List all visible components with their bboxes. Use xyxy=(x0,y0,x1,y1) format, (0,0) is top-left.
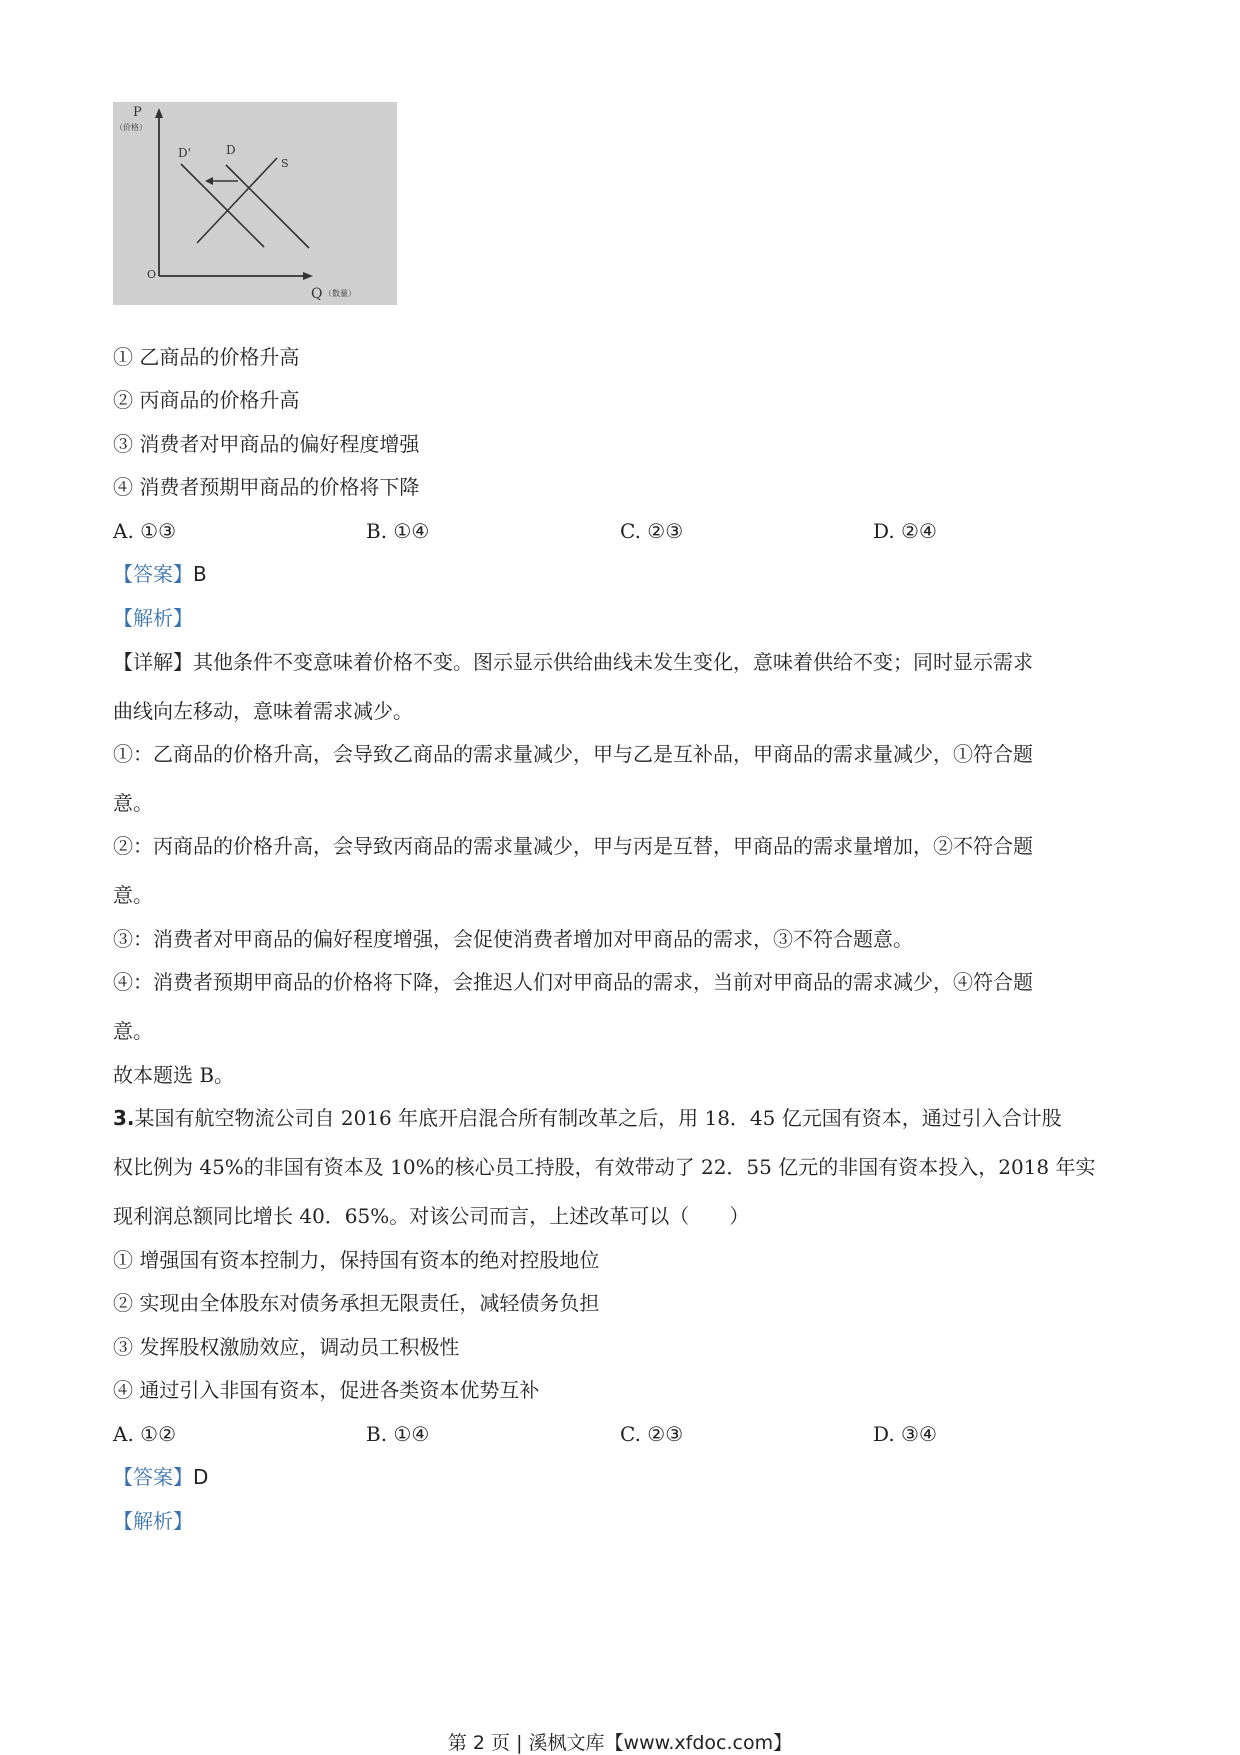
q3-option-a: A. ①② xyxy=(113,1422,177,1446)
q3-answer-row xyxy=(113,1463,208,1491)
q2-analysis-label: 【解析】 xyxy=(113,606,193,630)
q2-item-3: ③ 消费者对甲商品的偏好程度增强 xyxy=(113,432,420,456)
q2-option-b: B. ①④ xyxy=(366,519,430,543)
q2-answer-value: B xyxy=(193,562,207,586)
q2-detail-line-9: 意。 xyxy=(113,1019,153,1043)
q2-detail-line-5: ②：丙商品的价格升高，会导致丙商品的需求量减少，甲与丙是互替，甲商品的需求量增加，②不符合题 xyxy=(113,834,1033,858)
q2-detail-label: 【详解】 xyxy=(113,650,193,674)
q2-detail-text-1: 其他条件不变意味着价格不变。图示显示供给曲线未发生变化，意味着供给不变；同时显示需求 xyxy=(193,650,1033,674)
q2-item-4: ④ 消费者预期甲商品的价格将下降 xyxy=(113,475,420,499)
q2-detail-line-1 xyxy=(113,648,1033,676)
q2-detail-line-2: 曲线向左移动，意味着需求减少。 xyxy=(113,699,413,723)
q3-analysis-label: 【解析】 xyxy=(113,1509,193,1533)
curve-d-prime-line xyxy=(181,164,264,247)
q2-detail-line-4: 意。 xyxy=(113,791,153,815)
shift-arrow-head xyxy=(205,177,213,185)
q2-answer-label: 【答案】 xyxy=(113,562,193,586)
q2-option-a: A. ①③ xyxy=(113,519,177,543)
q3-analysis-row xyxy=(113,1507,193,1535)
x-axis-arrow xyxy=(303,272,313,280)
q3-answer-value: D xyxy=(193,1465,209,1489)
x-axis-unit: （数量） xyxy=(324,289,356,298)
q3-number: 3. xyxy=(113,1106,135,1130)
q2-detail-line-6: 意。 xyxy=(113,883,153,907)
q3-stem-line-3: 现利润总额同比增长 40．65%。对该公司而言，上述改革可以（ ） xyxy=(113,1204,750,1228)
q3-item-1: ① 增强国有资本控制力，保持国有资本的绝对控股地位 xyxy=(113,1248,600,1272)
q2-item-1: ① 乙商品的价格升高 xyxy=(113,345,300,369)
q2-analysis-row xyxy=(113,604,193,632)
q2-detail-line-10: 故本题选 B。 xyxy=(113,1063,235,1087)
q3-option-d: D. ③④ xyxy=(873,1422,937,1446)
x-axis-label: Q xyxy=(311,286,323,302)
q2-detail-line-8: ④：消费者预期甲商品的价格将下降，会推迟人们对甲商品的需求，当前对甲商品的需求减少，④符合题 xyxy=(113,970,1033,994)
y-axis-arrow xyxy=(155,108,163,118)
q3-item-4: ④ 通过引入非国有资本，促进各类资本优势互补 xyxy=(113,1378,540,1402)
curve-d-line xyxy=(226,165,309,248)
q3-item-3: ③ 发挥股权激励效应，调动员工积极性 xyxy=(113,1335,460,1359)
q2-option-c: C. ②③ xyxy=(620,519,684,543)
q2-item-2: ② 丙商品的价格升高 xyxy=(113,388,300,412)
q3-item-2: ② 实现由全体股东对债务承担无限责任，减轻债务负担 xyxy=(113,1291,600,1315)
q2-answer-row xyxy=(113,560,207,588)
q2-detail-line-3: ①：乙商品的价格升高，会导致乙商品的需求量减少，甲与乙是互补品，甲商品的需求量减少，①符合题 xyxy=(113,742,1033,766)
q2-detail-line-7: ③：消费者对甲商品的偏好程度增强，会促使消费者增加对甲商品的需求，③不符合题意。 xyxy=(113,927,913,951)
curve-s-line xyxy=(197,158,277,243)
q3-option-c: C. ②③ xyxy=(620,1422,684,1446)
q3-option-b: B. ①④ xyxy=(366,1422,430,1446)
q3-stem-line-1 xyxy=(113,1104,1062,1132)
y-axis-label: P xyxy=(133,105,142,120)
y-axis-unit: （价格） xyxy=(115,123,147,132)
curve-d-prime-label: D' xyxy=(178,146,191,160)
origin-label: O xyxy=(147,268,157,281)
page-footer: 第 2 页 | 溪枫文库【www.xfdoc.com】 xyxy=(447,1732,793,1754)
supply-demand-figure xyxy=(113,102,397,305)
q3-stem-line-2: 权比例为 45%的非国有资本及 10%的核心员工持股，有效带动了 22．55 亿元的非国有资本投入，2018 年实 xyxy=(113,1155,1096,1179)
curve-d-label: D xyxy=(226,143,236,157)
q2-option-d: D. ②④ xyxy=(873,519,937,543)
supply-demand-diagram xyxy=(113,102,397,305)
curve-s-label: S xyxy=(281,157,289,170)
q3-answer-label: 【答案】 xyxy=(113,1465,193,1489)
q3-stem-text-1: 某国有航空物流公司自 2016 年底开启混合所有制改革之后，用 18．45 亿元国有资本，通过引入合计股 xyxy=(134,1106,1062,1130)
